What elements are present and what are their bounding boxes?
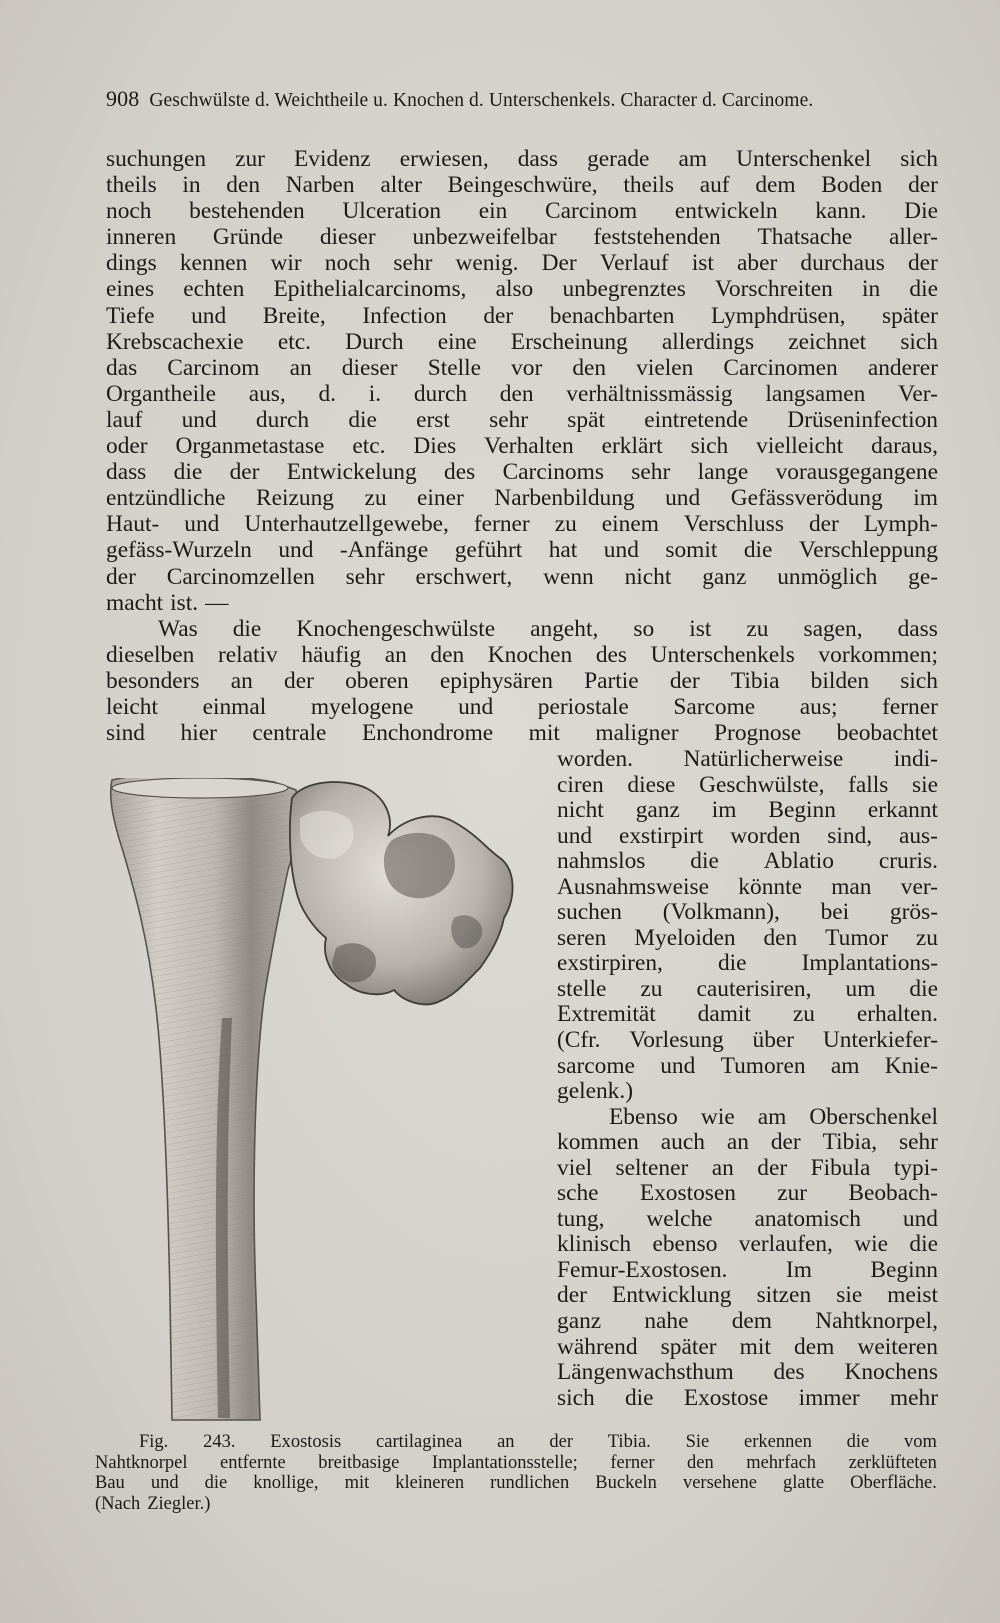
side-line: während später mit dem weiteren <box>557 1333 938 1360</box>
figure-caption <box>95 1432 937 1514</box>
body-line: entzündliche Reizung zu einer Narbenbildung und Gefässverödung im <box>106 485 938 512</box>
side-line: sche Exostosen zur Beobach- <box>557 1180 938 1207</box>
body-line: eines echten Epithelialcarcinoms, also unbegrenztes Vorschreiten in die <box>106 276 938 303</box>
body-line: gefäss-Wurzeln und -Anfänge geführt hat und somit die Verschleppung <box>106 537 938 564</box>
body-line: lauf und durch die erst sehr spät eintretende Drüseninfection <box>106 406 938 433</box>
side-line: kommen auch an der Tibia, sehr <box>557 1129 938 1156</box>
body-line: Tiefe und Breite, Infection der benachbarten Lymphdrüsen, später <box>106 302 938 329</box>
body-line: dings kennen wir noch sehr wenig. Der Verlauf ist aber durchaus der <box>106 250 938 277</box>
side-line: stelle zu cauterisiren, um die <box>557 975 938 1002</box>
body-line: sind hier centrale Enchondrome mit maligner Prognose beobachtet <box>106 720 938 747</box>
side-line: sich die Exostose immer mehr <box>557 1384 938 1411</box>
body-line: oder Organmetastase etc. Dies Verhalten erklärt sich vielleicht daraus, <box>106 433 938 460</box>
side-line: nicht ganz im Beginn erkannt <box>557 797 938 824</box>
caption-line: (Nach Ziegler.) <box>95 1493 211 1514</box>
tibia-shaft <box>111 778 298 1420</box>
side-line: nahmslos die Ablatio cruris. <box>557 848 938 875</box>
side-line: Femur-Exostosen. Im Beginn <box>557 1256 938 1283</box>
side-text-block <box>557 747 938 1411</box>
side-line: suchen (Volkmann), bei grös- <box>557 899 938 926</box>
side-line: worden. Natürlicherweise indi- <box>557 746 938 772</box>
side-line: Längenwachsthum des Knochens <box>557 1359 938 1386</box>
body-line: Krebscachexie etc. Durch eine Erscheinung allerdings zeichnet sich <box>106 328 938 355</box>
side-line: Extremität damit zu erhalten. <box>557 1001 938 1028</box>
side-line: der Entwicklung sitzen sie meist <box>557 1282 938 1309</box>
exostosis-mass <box>290 782 513 1004</box>
side-line: seren Myeloiden den Tumor zu <box>557 924 938 951</box>
body-line: Organtheile aus, d. i. durch den verhältnissmässig langsamen Ver- <box>106 380 938 407</box>
body-line: macht ist. — <box>106 589 229 616</box>
side-line: sarcome und Tumoren am Knie- <box>557 1052 938 1079</box>
body-line: dass die der Entwickelung des Carcinoms sehr lange vorausgegangene <box>106 459 938 486</box>
side-line: tung, welche anatomisch und <box>557 1205 938 1232</box>
side-line: Ebenso wie am Oberschenkel <box>609 1103 938 1130</box>
side-line: (Cfr. Vorlesung über Unterkiefer- <box>557 1027 938 1054</box>
body-line: besonders an der oberen epiphysären Partie der Tibia bilden sich <box>106 667 938 694</box>
running-title: Geschwülste d. Weichtheile u. Knochen d. Unterschenkels. Character d. Carcinome. <box>149 90 814 111</box>
side-line: und exstirpirt worden sind, aus- <box>557 822 938 849</box>
body-line: theils in den Narben alter Beingeschwüre, theils auf dem Boden der <box>106 172 938 199</box>
running-header <box>106 86 941 112</box>
side-line: ciren diese Geschwülste, falls sie <box>557 771 938 798</box>
body-line: das Carcinom an dieser Stelle vor den vielen Carcinomen anderer <box>106 354 938 381</box>
main-text-block <box>106 146 938 746</box>
page-number: 908 <box>106 86 140 111</box>
side-line: viel seltener an der Fibula typi- <box>557 1154 938 1181</box>
side-line: exstirpiren, die Implantations- <box>557 950 938 977</box>
caption-line: Bau und die knollige, mit kleineren rundlichen Buckeln versehene glatte Oberfläche. <box>95 1473 937 1493</box>
side-line: Ausnahmsweise könnte man ver- <box>557 873 938 900</box>
body-line: noch bestehenden Ulceration ein Carcinom entwickeln kann. Die <box>106 198 938 225</box>
body-line: Haut- und Unterhautzellgewebe, ferner zu einem Verschluss der Lymph- <box>106 511 938 538</box>
body-line: suchungen zur Evidenz erwiesen, dass gerade am Unterschenkel sich <box>106 146 938 172</box>
body-line: dieselben relativ häufig an den Knochen des Unterschenkels vorkommen; <box>106 641 938 668</box>
body-line: leicht einmal myelogene und periostale Sarcome aus; ferner <box>106 693 938 720</box>
tibia-exostosis-illustration <box>104 778 534 1428</box>
caption-line: Fig. 243. Exostosis cartilaginea an der Tibia. Sie erkennen die vom <box>139 1432 937 1452</box>
body-line: inneren Gründe dieser unbezweifelbar feststehenden Thatsache aller- <box>106 224 938 251</box>
side-line: gelenk.) <box>557 1078 633 1105</box>
caption-line: Nahtknorpel entfernte breitbasige Implantationsstelle; ferner den mehrfach zerklüfteten <box>95 1452 937 1473</box>
body-line: Was die Knochengeschwülste angeht, so ist zu sagen, dass <box>158 615 938 642</box>
side-line: ganz nahe dem Nahtknorpel, <box>557 1308 938 1335</box>
side-line: klinisch ebenso verlaufen, wie die <box>557 1231 938 1258</box>
body-line: der Carcinomzellen sehr erschwert, wenn nicht ganz unmöglich ge- <box>106 563 938 590</box>
